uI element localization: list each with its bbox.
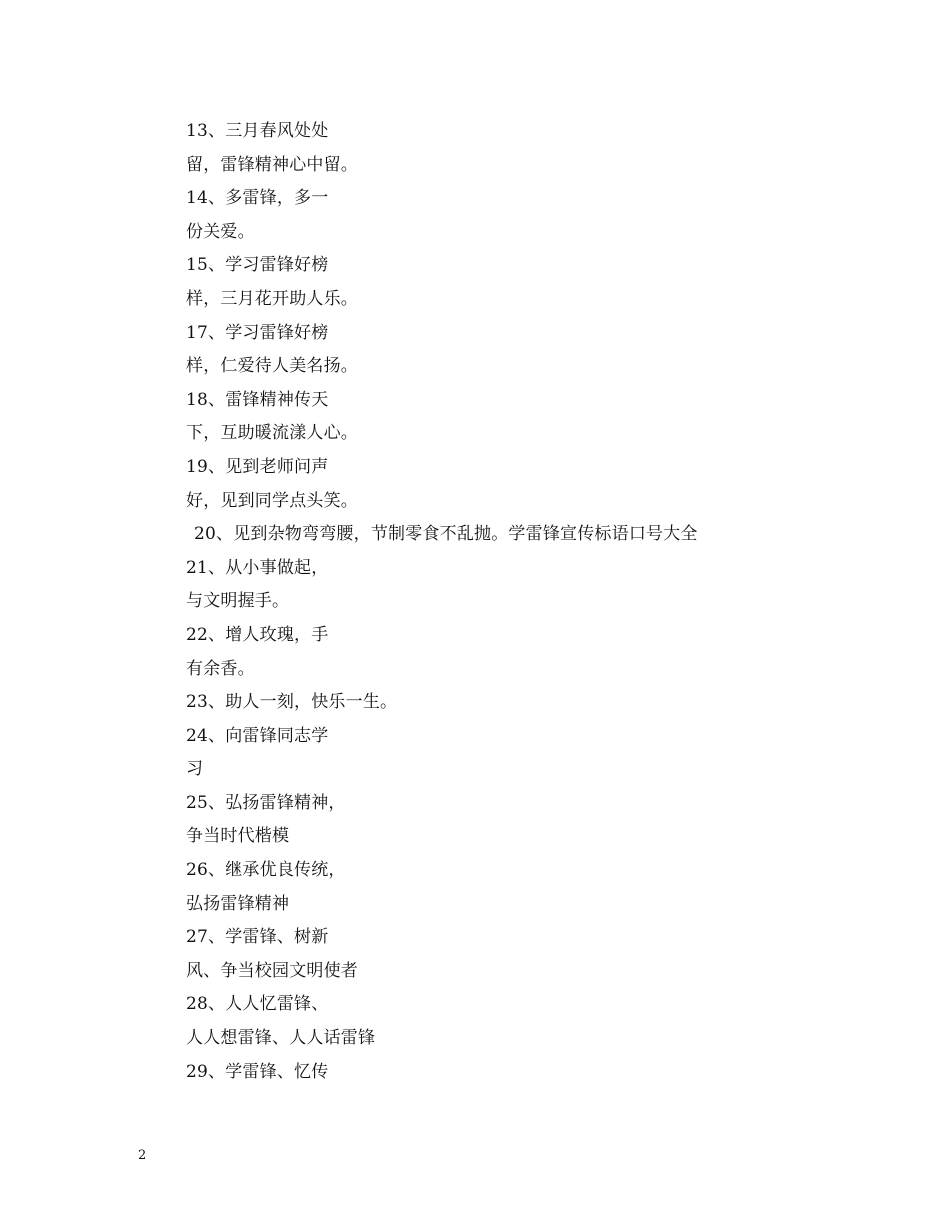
- text-line: 风、争当校园文明使者: [186, 960, 358, 981]
- text-line: 25、弘扬雷锋精神，: [186, 792, 346, 813]
- text-line: 习: [186, 759, 204, 780]
- text-line: 人人想雷锋、人人话雷锋: [186, 1028, 376, 1049]
- text-line: 好，见到同学点头笑。: [186, 490, 358, 511]
- text-line: 21、从小事做起，: [186, 557, 329, 578]
- text-line: 24、向雷锋同志学: [186, 725, 329, 746]
- text-line: 27、学雷锋、树新: [186, 927, 329, 948]
- text-line: 17、学习雷锋好榜: [186, 322, 329, 343]
- text-line: 弘扬雷锋精神: [186, 893, 290, 914]
- text-line: 19、见到老师问声: [186, 456, 329, 477]
- text-line: 有余香。: [186, 658, 255, 679]
- text-line: 29、学雷锋、忆传: [186, 1061, 329, 1082]
- text-line: 18、雷锋精神传天: [186, 389, 329, 410]
- text-line: 23、助人一刻，快乐一生。: [186, 692, 398, 713]
- text-line: 26、继承优良传统，: [186, 860, 346, 881]
- text-line: 13、三月春风处处: [186, 121, 329, 141]
- text-line: 下，互助暖流漾人心。: [186, 423, 358, 444]
- text-line: 15、学习雷锋好榜: [186, 255, 329, 276]
- text-line: 22、增人玫瑰，手: [186, 624, 329, 645]
- text-line: 28、人人忆雷锋、: [186, 994, 329, 1015]
- text-line: 样，三月花开助人乐。: [186, 288, 358, 309]
- text-line: 争当时代楷模: [186, 826, 290, 847]
- text-line: 样，仁爱待人美名扬。: [186, 356, 358, 377]
- page-number: 2: [138, 1148, 147, 1163]
- text-line: 20、见到杂物弯弯腰，节制零食不乱抛。学雷锋宣传标语口号大全: [194, 524, 698, 545]
- slogan-list: [186, 118, 886, 1092]
- text-line: 留，雷锋精神心中留。: [186, 154, 358, 175]
- text-line: 与文明握手。: [186, 591, 290, 612]
- text-line: 份关爱。: [186, 221, 255, 242]
- text-line: 14、多雷锋，多一: [186, 188, 329, 209]
